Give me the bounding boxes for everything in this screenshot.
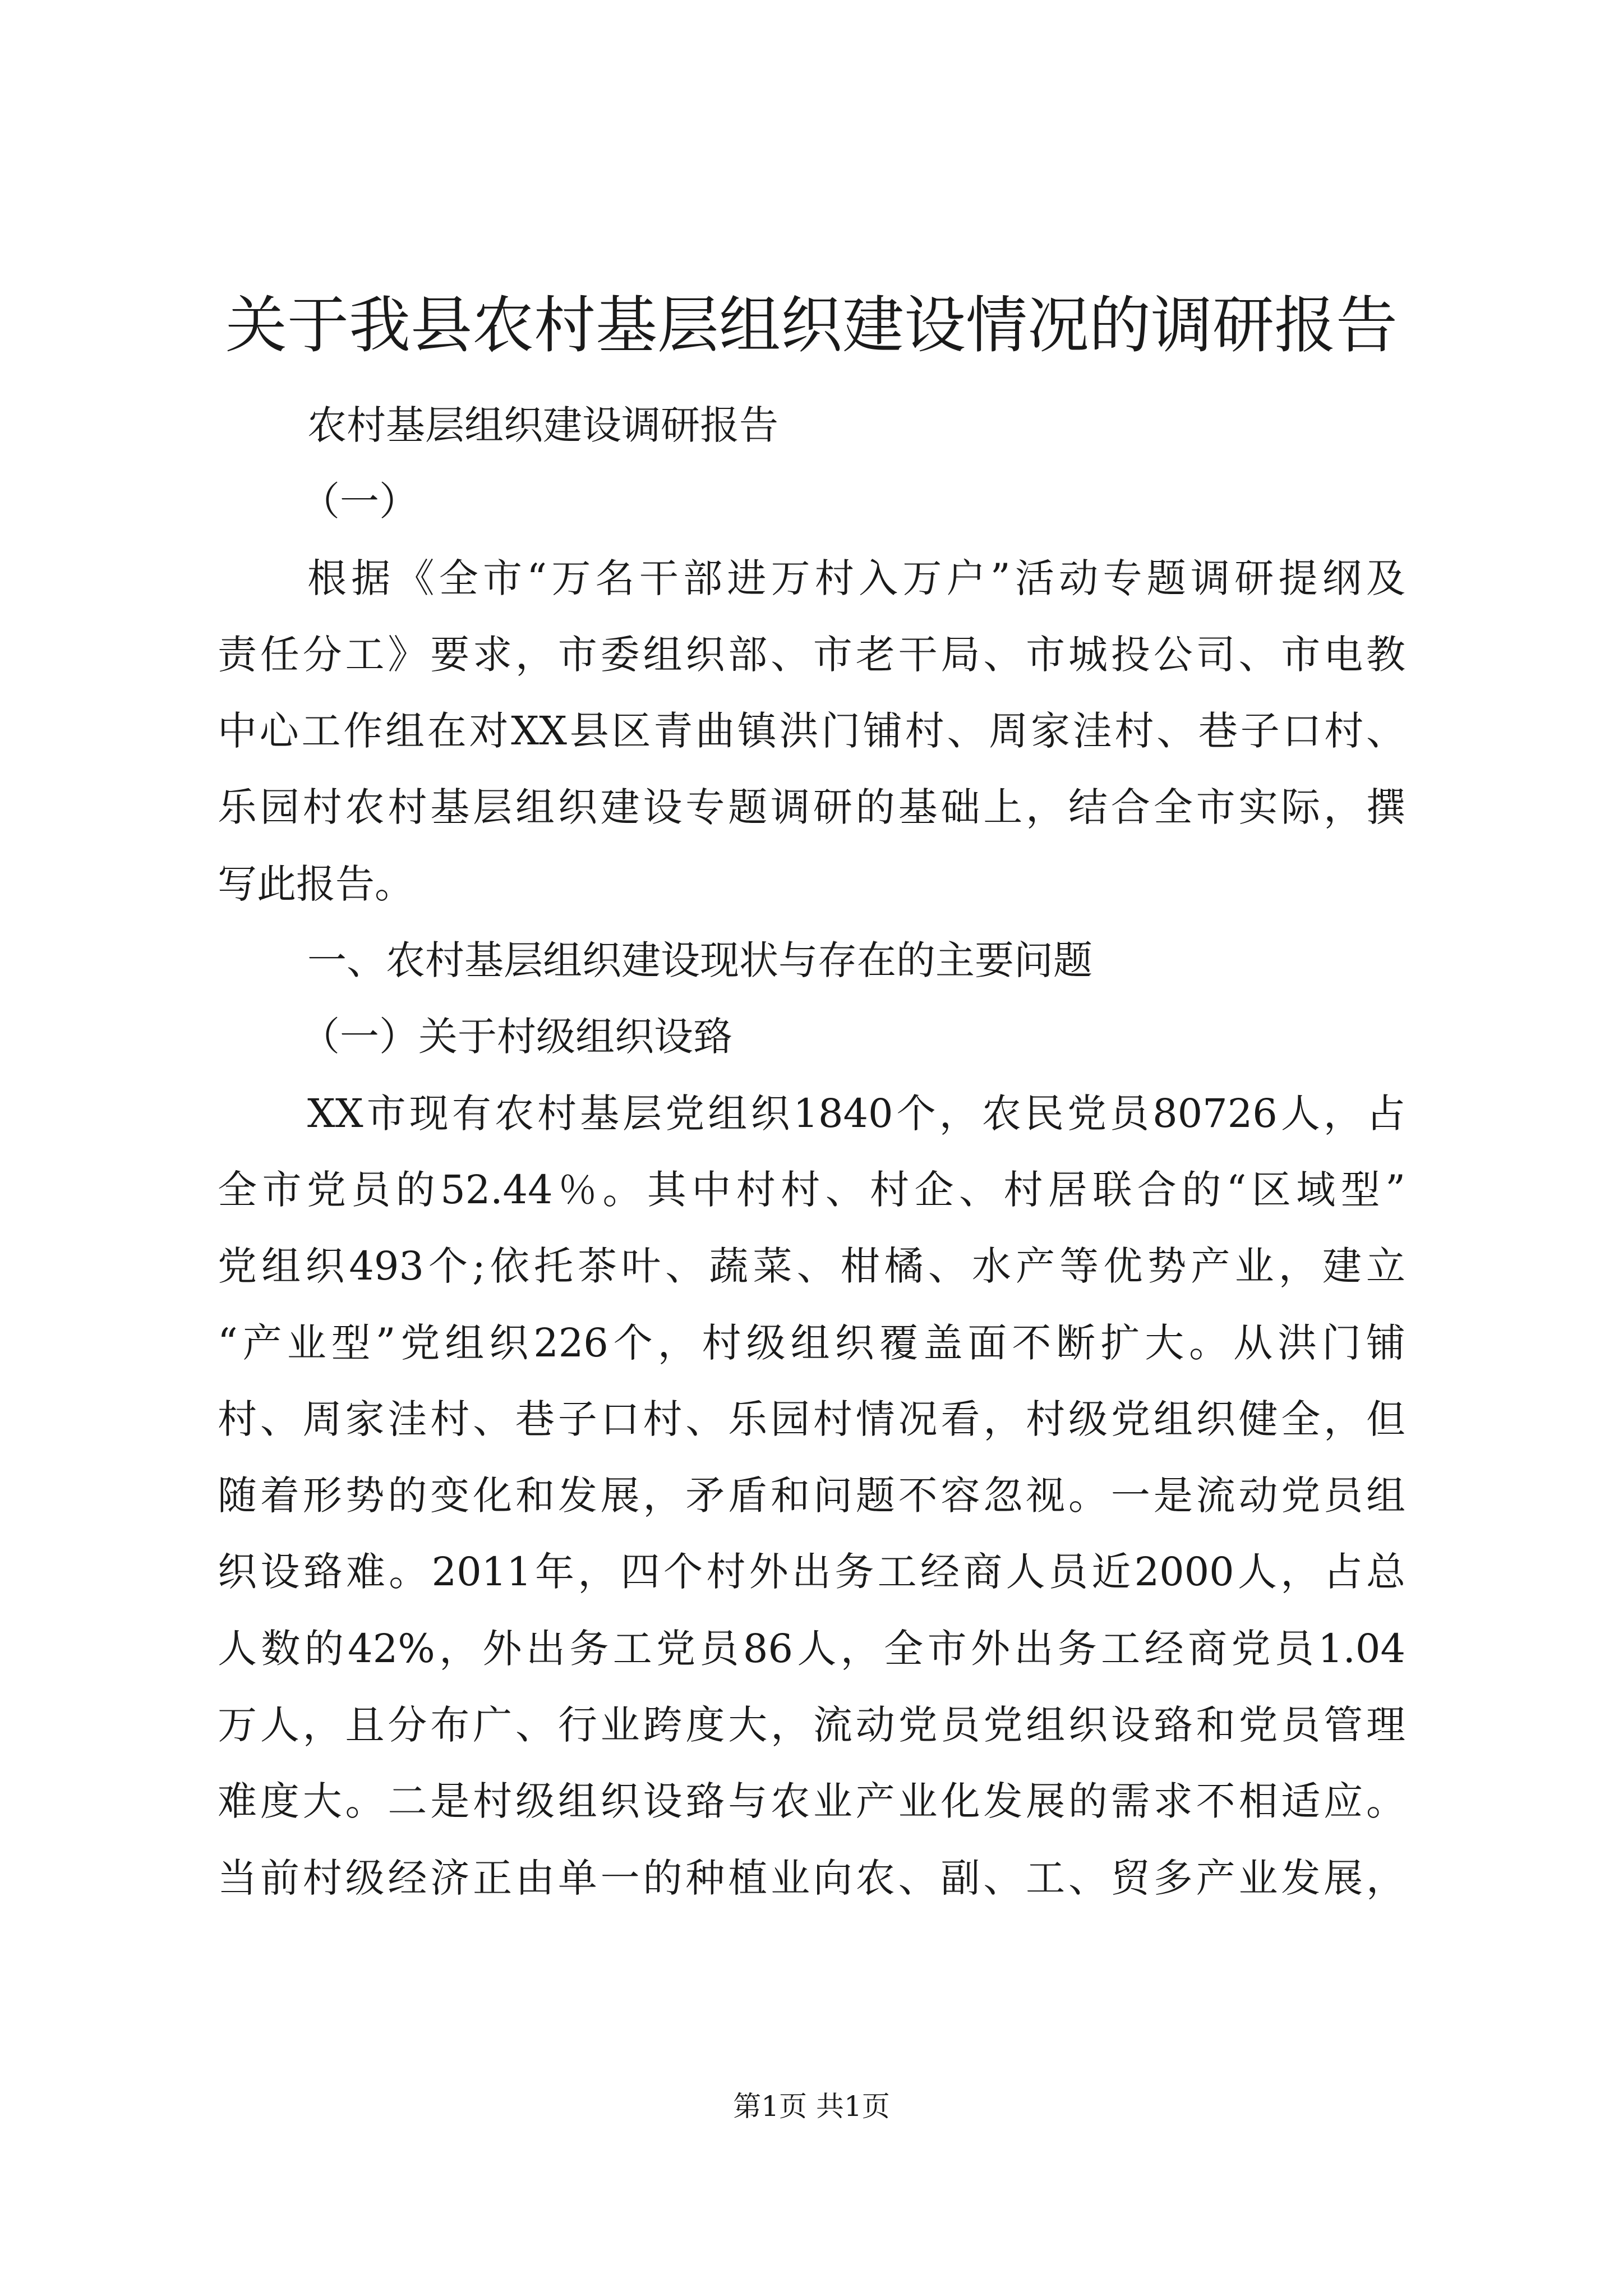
paragraph-line: 村、周家洼村、巷子口村、乐园村情况看，村级党组织健全，但 [218, 1396, 1405, 1442]
paragraph-line: 难度大。二是村级组织设臵与农业产业化发展的需求不相适应。 [218, 1778, 1405, 1825]
paragraph-line: XX市现有农村基层党组织1840个，农民党员80726人，占 [307, 1090, 1405, 1137]
page-footer: 第1页 共1页 [733, 2090, 890, 2123]
paragraph-line: 乐园村农村基层组织建设专题调研的基础上，结合全市实际，撰 [218, 784, 1405, 831]
paragraph-line: 全市党员的52.44％。其中村村、村企、村居联合的“区域型” [218, 1166, 1405, 1213]
paragraph-line: 随着形势的变化和发展，矛盾和问题不容忽视。一是流动党员组 [218, 1473, 1405, 1519]
paragraph-line: 人数的42%，外出务工党员86人，全市外出务工经商党员1.04 [218, 1625, 1405, 1672]
paragraph-line: 中心工作组在对XX县区青曲镇洪门铺村、周家洼村、巷子口村、 [218, 708, 1405, 754]
paragraph-line: 党组织493个;依托茶叶、蔬菜、柑橘、水产等优势产业，建立 [218, 1243, 1405, 1290]
section-marker: （一） [301, 478, 418, 525]
subtitle-line: 农村基层组织建设调研报告 [307, 402, 778, 448]
paragraph-line: 万人，且分布广、行业跨度大，流动党员党组织设臵和党员管理 [218, 1702, 1405, 1749]
paragraph-line: 责任分工》要求，市委组织部、市老干局、市城投公司、市电教 [218, 631, 1405, 678]
document-title: 关于我县农村基层组织建设情况的调研报告 [225, 289, 1398, 361]
paragraph-line: 织设臵难。2011年，四个村外出务工经商人员近2000人，占总 [218, 1549, 1405, 1595]
paragraph-line: 根据《全市“万名干部进万村入万户”活动专题调研提纲及 [307, 555, 1405, 601]
document-body [218, 387, 1405, 1916]
paragraph-line: 写此报告。 [218, 861, 414, 907]
section-heading: 一、农村基层组织建设现状与存在的主要问题 [307, 937, 1092, 984]
paragraph-line: 当前村级经济正由单一的种植业向农、副、工、贸多产业发展， [218, 1855, 1405, 1901]
paragraph-line: “产业型”党组织226个，村级组织覆盖面不断扩大。从洪门铺 [218, 1319, 1405, 1366]
subsection-heading: （一）关于村级组织设臵 [301, 1014, 732, 1060]
